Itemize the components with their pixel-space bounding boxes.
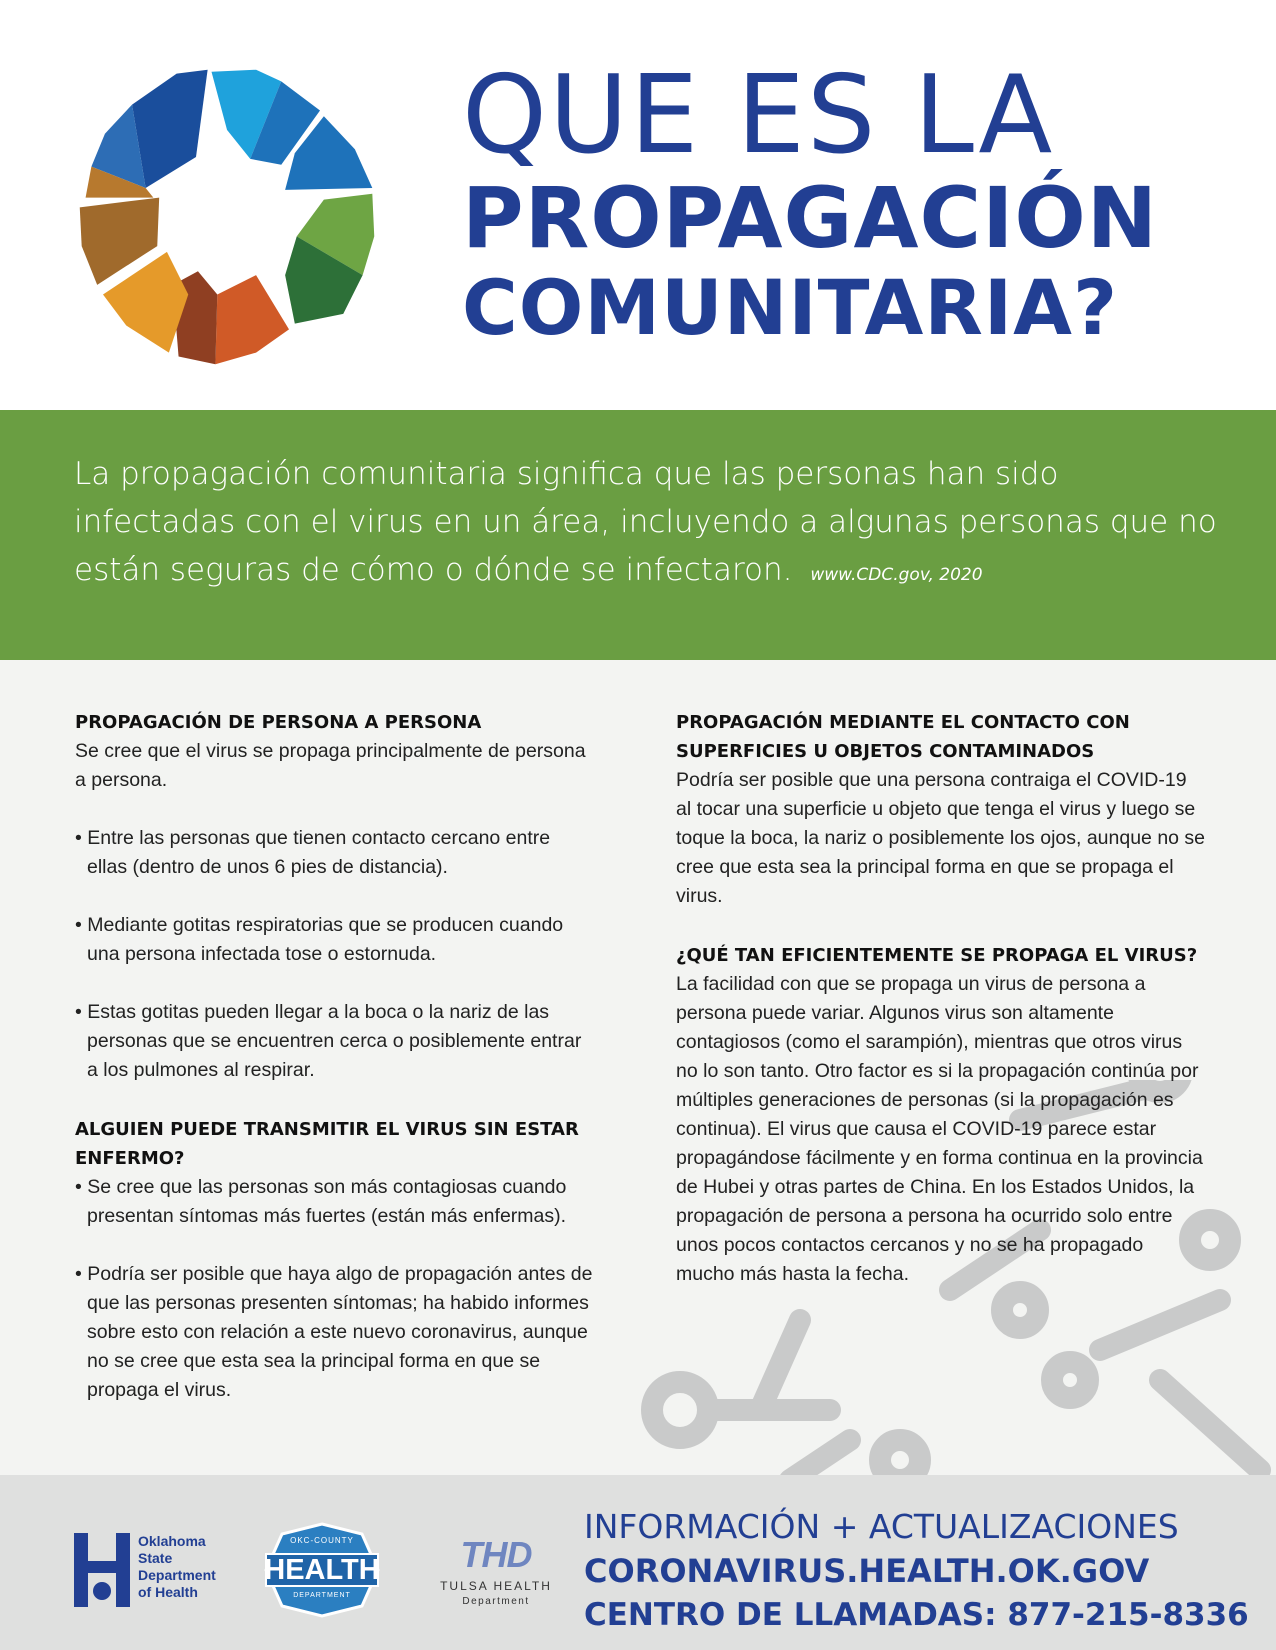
contact-info bbox=[584, 1505, 1264, 1637]
section-heading-person-to-person: PROPAGACIÓN DE PERSONA A PERSONA bbox=[75, 712, 482, 733]
okc-county-health-logo bbox=[262, 1520, 382, 1620]
tulsa-health-logo bbox=[440, 1535, 552, 1615]
thd-department: Department bbox=[462, 1596, 530, 1607]
osdh-logo bbox=[74, 1533, 234, 1607]
osdh-name: Oklahoma State Department of Health bbox=[138, 1533, 216, 1600]
section-body: La facilidad con que se propaga un virus de persona a persona puede variar. Algunos virus son altamente contagiosos (como el sarampión), mientras que otros virus no lo son tanto. Otro factor es si la propagación continúa por múltiples generaciones de personas (si la propagación es continua). El virus que causa el COVID-19 parece estar propagándose fácilmente y en forma continua en la provincia de Hubei y otras partes de China. En los Estados Unidos, la propagación de persona a persona ha ocurrido solo entre unos pocos contactos cercanos y no se ha propagado mucho más hasta la fecha. bbox=[676, 973, 1203, 1285]
banner-source: www.CDC.gov, 2020 bbox=[810, 565, 983, 585]
occ-top-text: OKC-COUNTY bbox=[290, 1536, 354, 1545]
occ-bottom-text: DEPARTMENT bbox=[293, 1592, 351, 1599]
section-body: Podría ser posible que una persona contraiga el COVID-19 al tocar una superficie u objeto que tenga el virus y luego se toque la boca, la nariz o posiblemente los ojos, aunque no se cree que esta sea la principal forma en que se propaga el virus. bbox=[676, 769, 1206, 907]
content-area bbox=[0, 660, 1276, 1475]
right-column bbox=[676, 708, 1206, 1289]
osdh-h-icon bbox=[74, 1533, 130, 1607]
section-heading-efficiency: ¿QUÉ TAN EFICIENTEMENTE SE PROPAGA EL VIRUS? bbox=[676, 945, 1198, 966]
footer bbox=[0, 1475, 1276, 1650]
title-line-3: COMUNITARIA? bbox=[462, 263, 1119, 352]
bullet-item: • Se cree que las personas son más contagiosas cuando presentan síntomas más fuertes (están más enfermas). bbox=[75, 1176, 567, 1227]
banner-definition: La propagación comunitaria significa que las personas han sido infectadas con el virus en un área, incluyendo a algunas personas que no están seguras de cómo o dónde se infectaron. bbox=[74, 456, 1217, 588]
bullet-item: • Estas gotitas pueden llegar a la boca o la nariz de las personas que se encuentren cerca o posiblemente entrar a los pulmones al respirar. bbox=[75, 1001, 582, 1081]
section-heading-asymptomatic: ALGUIEN PUEDE TRANSMITIR EL VIRUS SIN ESTAR ENFERMO? bbox=[75, 1119, 579, 1169]
bullet-item: • Podría ser posible que haya algo de propagación antes de que las personas presenten síntomas; ha habido informes sobre esto con relación a este nuevo coronavirus, aunque no se cree que esta sea la principal forma en que se propaga el virus. bbox=[75, 1263, 593, 1401]
definition-banner bbox=[0, 410, 1276, 660]
thd-name: TULSA HEALTH bbox=[440, 1579, 552, 1593]
bullet-item: • Entre las personas que tienen contacto cercano entre ellas (dentro de unos 6 pies de distancia). bbox=[75, 827, 551, 878]
title-line-1: QUE ES LA bbox=[462, 53, 1055, 178]
section-heading-surfaces: PROPAGACIÓN MEDIANTE EL CONTACTO CON SUPERFICIES U OBJETOS CONTAMINADOS bbox=[676, 712, 1130, 762]
thd-logo-text: THD bbox=[460, 1534, 532, 1575]
page-title bbox=[462, 53, 1252, 352]
website-link[interactable]: CORONAVIRUS.HEALTH.OK.GOV bbox=[584, 1552, 1150, 1590]
info-heading: INFORMACIÓN + ACTUALIZACIONES bbox=[584, 1507, 1179, 1546]
oklahoma-star-logo-icon bbox=[72, 62, 382, 372]
left-column bbox=[75, 708, 595, 1405]
title-line-2: PROPAGACIÓN bbox=[462, 169, 1159, 267]
banner-text-block bbox=[74, 450, 1224, 599]
occ-main-text: HEALTH bbox=[264, 1554, 380, 1586]
bullet-item: • Mediante gotitas respiratorias que se producen cuando una persona infectada tose o estornuda. bbox=[75, 914, 564, 965]
section-intro: Se cree que el virus se propaga principalmente de persona a persona. bbox=[75, 740, 586, 791]
header bbox=[0, 0, 1276, 410]
call-center-number: CENTRO DE LLAMADAS: 877-215-8336 bbox=[584, 1597, 1249, 1633]
